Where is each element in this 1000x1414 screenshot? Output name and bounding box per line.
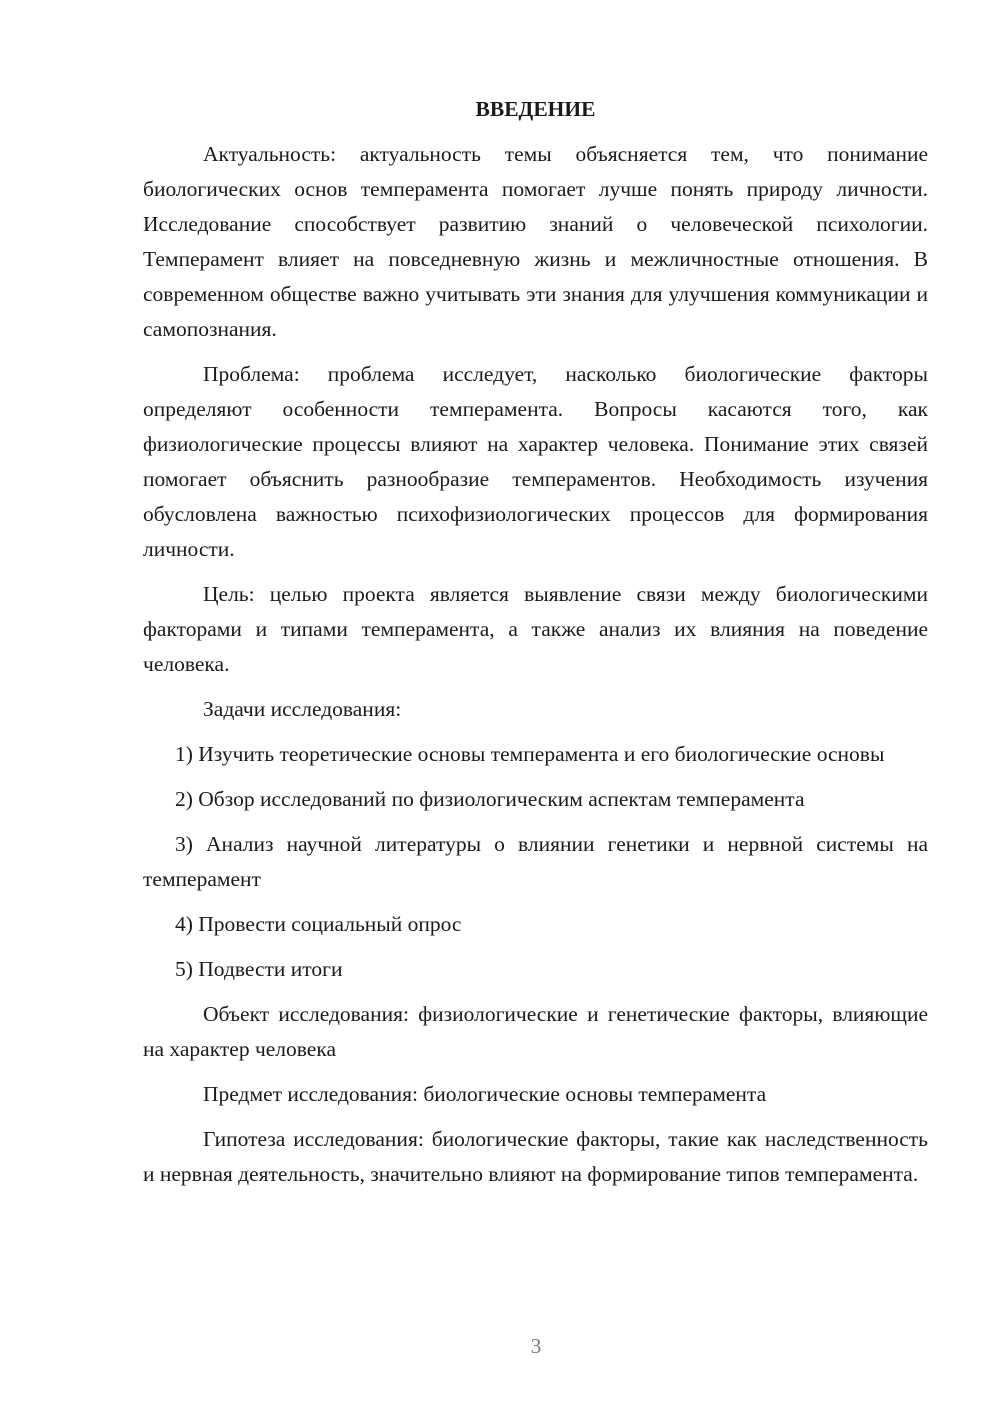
paragraph-object: Объект исследования: физиологические и генетические факторы, влияющие на характер человека <box>143 1002 928 1061</box>
document-page <box>143 92 928 1202</box>
task-item-4: 4) Провести социальный опрос <box>175 912 462 936</box>
paragraph-problem: Проблема: проблема исследует, насколько биологические факторы определяют особенности темперамента. Вопросы касаются того, как физиологические процессы влияют на характер человека. Понимание этих связей помогает объяснить разнообразие темпераментов. Необходимость изучения обусловлена важностью психофизиологических процессов для формирования личности. <box>143 362 928 561</box>
task-item-3: 3) Анализ научной литературы о влиянии генетики и нервной системы на темперамент <box>143 832 928 891</box>
task-item-1: 1) Изучить теоретические основы темперамента и его биологические основы <box>175 742 885 766</box>
paragraph-relevance: Актуальность: актуальность темы объясняется тем, что понимание биологических основ темперамента помогает лучше понять природу личности. Исследование способствует развитию знаний о человеческой психологии. Темперамент влияет на повседневную жизнь и межличностные отношения. В современном обществе важно учитывать эти знания для улучшения коммуникации и самопознания. <box>143 142 928 341</box>
task-item-5: 5) Подвести итоги <box>175 957 343 981</box>
paragraph-subject: Предмет исследования: биологические основы темперамента <box>203 1082 767 1106</box>
page-number: 3 <box>530 1334 542 1358</box>
paragraph-tasks-heading: Задачи исследования: <box>203 697 402 721</box>
page-title: ВВЕДЕНИЕ <box>475 97 596 121</box>
paragraph-goal: Цель: целью проекта является выявление связи между биологическими факторами и типами темперамента, а также анализ их влияния на поведение человека. <box>143 582 928 676</box>
paragraph-hypothesis: Гипотеза исследования: биологические факторы, такие как наследственность и нервная деятельность, значительно влияют на формирование типов темперамента. <box>143 1127 928 1186</box>
task-item-2: 2) Обзор исследований по физиологическим аспектам темперамента <box>175 787 805 811</box>
